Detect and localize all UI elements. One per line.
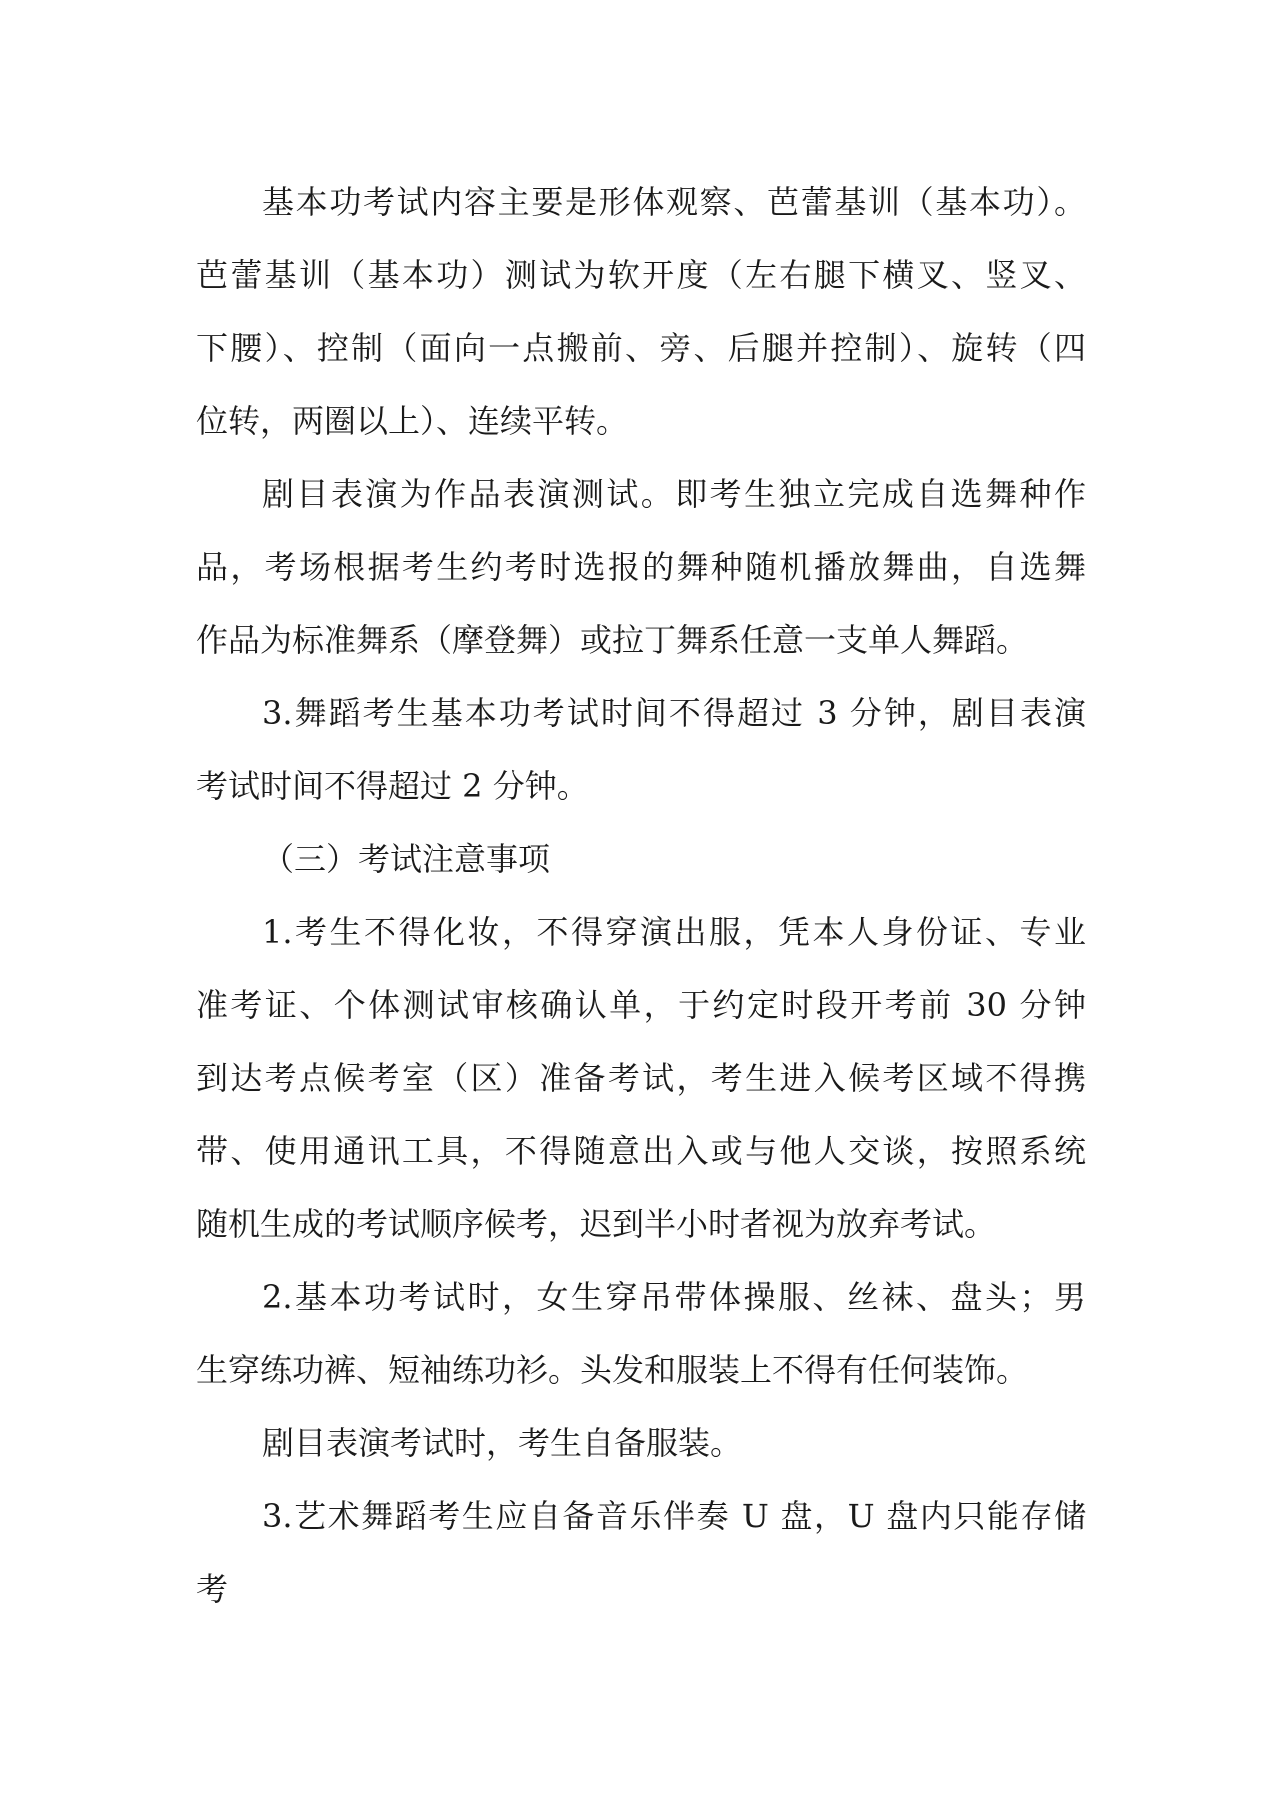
paragraph-line: 基本功考试内容主要是形体观察、芭蕾基训（基本功）。 [262, 183, 1086, 221]
paragraph-line: 剧目表演考试时，考生自备服装。 [262, 1424, 743, 1462]
paragraph-notice-1 [196, 896, 1086, 1261]
paragraph-costume [196, 1407, 1086, 1480]
paragraph-line: 2.基本功考试时，女生穿吊带体操服、丝袜、盘头；男 [262, 1278, 1086, 1316]
paragraph-time-limit [196, 677, 1086, 823]
paragraph-line: 考试时间不得超过 2 分钟。 [196, 767, 589, 805]
paragraph-line: 准考证、个体测试审核确认单，于约定时段开考前 30 分钟 [196, 986, 1086, 1024]
paragraph-line: 3.舞蹈考生基本功考试时间不得超过 3 分钟，剧目表演 [262, 694, 1086, 732]
document-page [196, 166, 1086, 1626]
section-heading-text: （三）考试注意事项 [262, 840, 551, 878]
paragraph-repertoire [196, 458, 1086, 677]
section-heading [196, 823, 1086, 896]
paragraph-line: 随机生成的考试顺序候考，迟到半小时者视为放弃考试。 [196, 1205, 997, 1243]
paragraph-line: 生穿练功裤、短袖练功衫。头发和服装上不得有任何装饰。 [196, 1351, 1029, 1389]
paragraph-line: 下腰）、控制（面向一点搬前、旁、后腿并控制）、旋转（四 [196, 329, 1086, 367]
paragraph-notice-2 [196, 1261, 1086, 1407]
paragraph-line: 3.艺术舞蹈考生应自备音乐伴奏 U 盘，U 盘内只能存储 [262, 1497, 1086, 1535]
paragraph-line: 作品为标准舞系（摩登舞）或拉丁舞系任意一支单人舞蹈。 [196, 621, 1029, 659]
paragraph-line: 位转，两圈以上）、连续平转。 [196, 402, 629, 440]
paragraph-line: 剧目表演为作品表演测试。即考生独立完成自选舞种作 [262, 475, 1086, 513]
paragraph-line: 品，考场根据考生约考时选报的舞种随机播放舞曲，自选舞 [196, 548, 1086, 586]
paragraph-notice-3 [196, 1480, 1086, 1626]
paragraph-line: 带、使用通讯工具，不得随意出入或与他人交谈，按照系统 [196, 1132, 1086, 1170]
paragraph-basic-skills [196, 166, 1086, 458]
paragraph-line: 到达考点候考室（区）准备考试，考生进入候考区域不得携 [196, 1059, 1086, 1097]
paragraph-line: 芭蕾基训（基本功）测试为软开度（左右腿下横叉、竖叉、 [196, 256, 1086, 294]
paragraph-line: 考 [196, 1570, 229, 1608]
paragraph-line: 1.考生不得化妆，不得穿演出服，凭本人身份证、专业 [262, 913, 1086, 951]
